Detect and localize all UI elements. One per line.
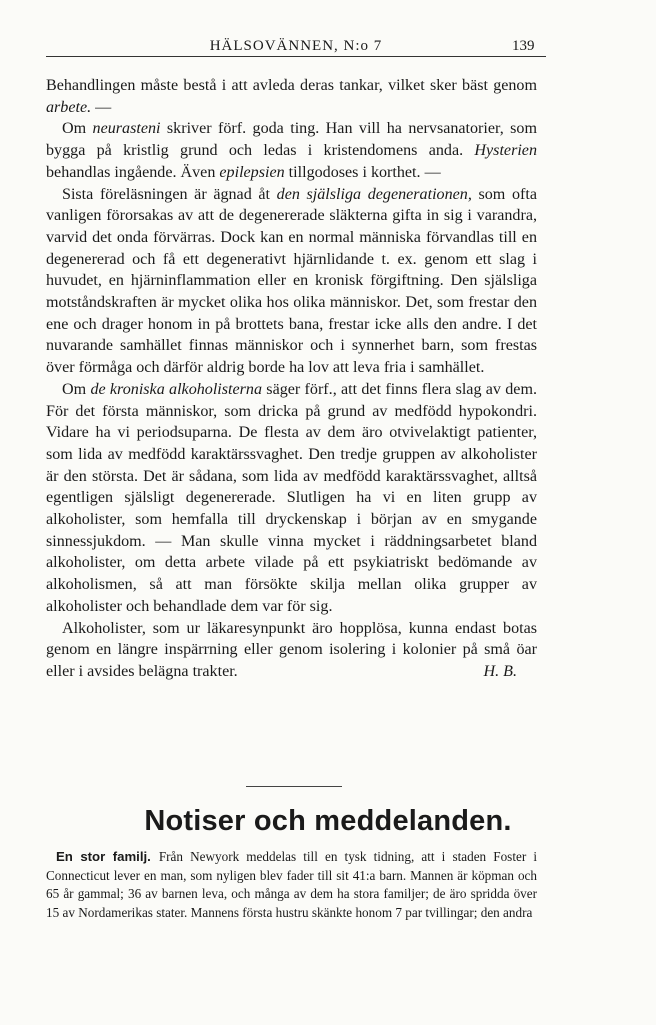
notice-paragraph bbox=[46, 848, 537, 922]
p1-emphasis: arbete. bbox=[46, 98, 92, 116]
author-signature: H. B. bbox=[483, 662, 517, 680]
p1-text: Behandlingen måste bestå i att avleda deras tankar, vilket sker bäst genom bbox=[46, 77, 537, 94]
p3-em: den själsliga degenerationen, bbox=[276, 185, 472, 203]
p2-c: behandlas ingående. Även bbox=[46, 163, 220, 181]
p2-d: tillgodoses i korthet. — bbox=[284, 163, 441, 181]
p2-em3: epilepsien bbox=[219, 163, 285, 181]
paragraph-1 bbox=[46, 75, 537, 118]
p4-em: de kroniska alkoholisterna bbox=[90, 380, 263, 398]
p2-em2: Hysterien bbox=[474, 142, 537, 160]
p3-b: som ofta vanligen förorsakas av att de degenererade släkterna gifta in sig i varandra, varvid det onda förvärras. Dock kan en normal människa förvandlas till en degenererad och få ett degenerativt hjärnlidande t. ex. genom ett slag i huvudet, en hjärninflammation eller en kronisk förgiftning. Den själsliga motståndskraften är mycket olika hos olika människor. Det, som frestar den ene och drager honom in på brottets bana, frestar icke alls den andre. I det nuvarande samhället finnas människor och i synnerhet barn, som frestas över förmåga och därför aldrig borde ha lov att leva fria i samhället. bbox=[46, 185, 537, 377]
notice-text: Från Newyork meddelas till en tysk tidning, att i staden Foster i Connecticut lever en man, som nyligen blev fader till sit 41:a barn. Mannen är köpman och 65 år gammal; 36 av barnen leva, och många av dem ha stora familjer; de äro spridda över 15 av Nordamerikas stater. Mannens första hustru skänkte honom 7 par tvillingar; den andra bbox=[46, 849, 537, 920]
p2-em1: neurasteni bbox=[92, 120, 161, 138]
p3-a: Sista föreläsningen är ägnad åt bbox=[62, 185, 277, 203]
article-body bbox=[46, 75, 537, 683]
p2-a: Om bbox=[62, 120, 93, 138]
paragraph-3 bbox=[46, 184, 537, 379]
section-divider bbox=[246, 786, 342, 787]
running-header bbox=[46, 34, 546, 57]
p4-b: säger förf., att det finns flera slag av dem. För det första människor, som dricka på grund av medfödd hypokondri. Vidare ha vi periodsuparna. De flesta av dem äro otvivelaktigt patienter, som lida av medfödd karaktärssvaghet. Den tredje gruppen av alkoholister är den största. Det är sådana, som lida av medfödd karaktärssvaghet, alltså egentligen själsligt degenererade. Slutligen ha vi en liten grupp av alkoholister, som hemfalla till dryckenskap i början av en smygande sinnessjukdom. — Man skulle vinna mycket i räddningsarbetet bland alkoholister, om detta arbete vilade på ett psykiatriskt bedömande av alkoholismen, så att man försökte skilja mellan olika grupper av alkoholister och behandlade dem var för sig. bbox=[46, 380, 537, 615]
notice-heading: En stor familj. bbox=[56, 849, 151, 864]
p5-text: Alkoholister, som ur läkaresynpunkt äro hopplösa, kunna endast botas genom en längre inspärrning eller genom isolering i kolonier på små öar eller i avsides belägna trakter. bbox=[46, 619, 537, 680]
page-number: 139 bbox=[512, 38, 535, 54]
journal-title: HÄLSOVÄNNEN, N:o 7 bbox=[209, 38, 383, 54]
paragraph-5 bbox=[46, 618, 537, 683]
section-title: Notiser och meddelanden. bbox=[144, 805, 512, 837]
paragraph-2 bbox=[46, 118, 537, 183]
p4-a: Om bbox=[62, 380, 91, 398]
notice-item bbox=[46, 848, 537, 922]
paragraph-4 bbox=[46, 379, 537, 618]
p1-tail: — bbox=[91, 98, 112, 116]
p2-b: skriver förf. goda ting. Han vill ha nervsanatorier, som bygga på kristlig grund och ledas i kristendomens anda. bbox=[46, 120, 537, 160]
